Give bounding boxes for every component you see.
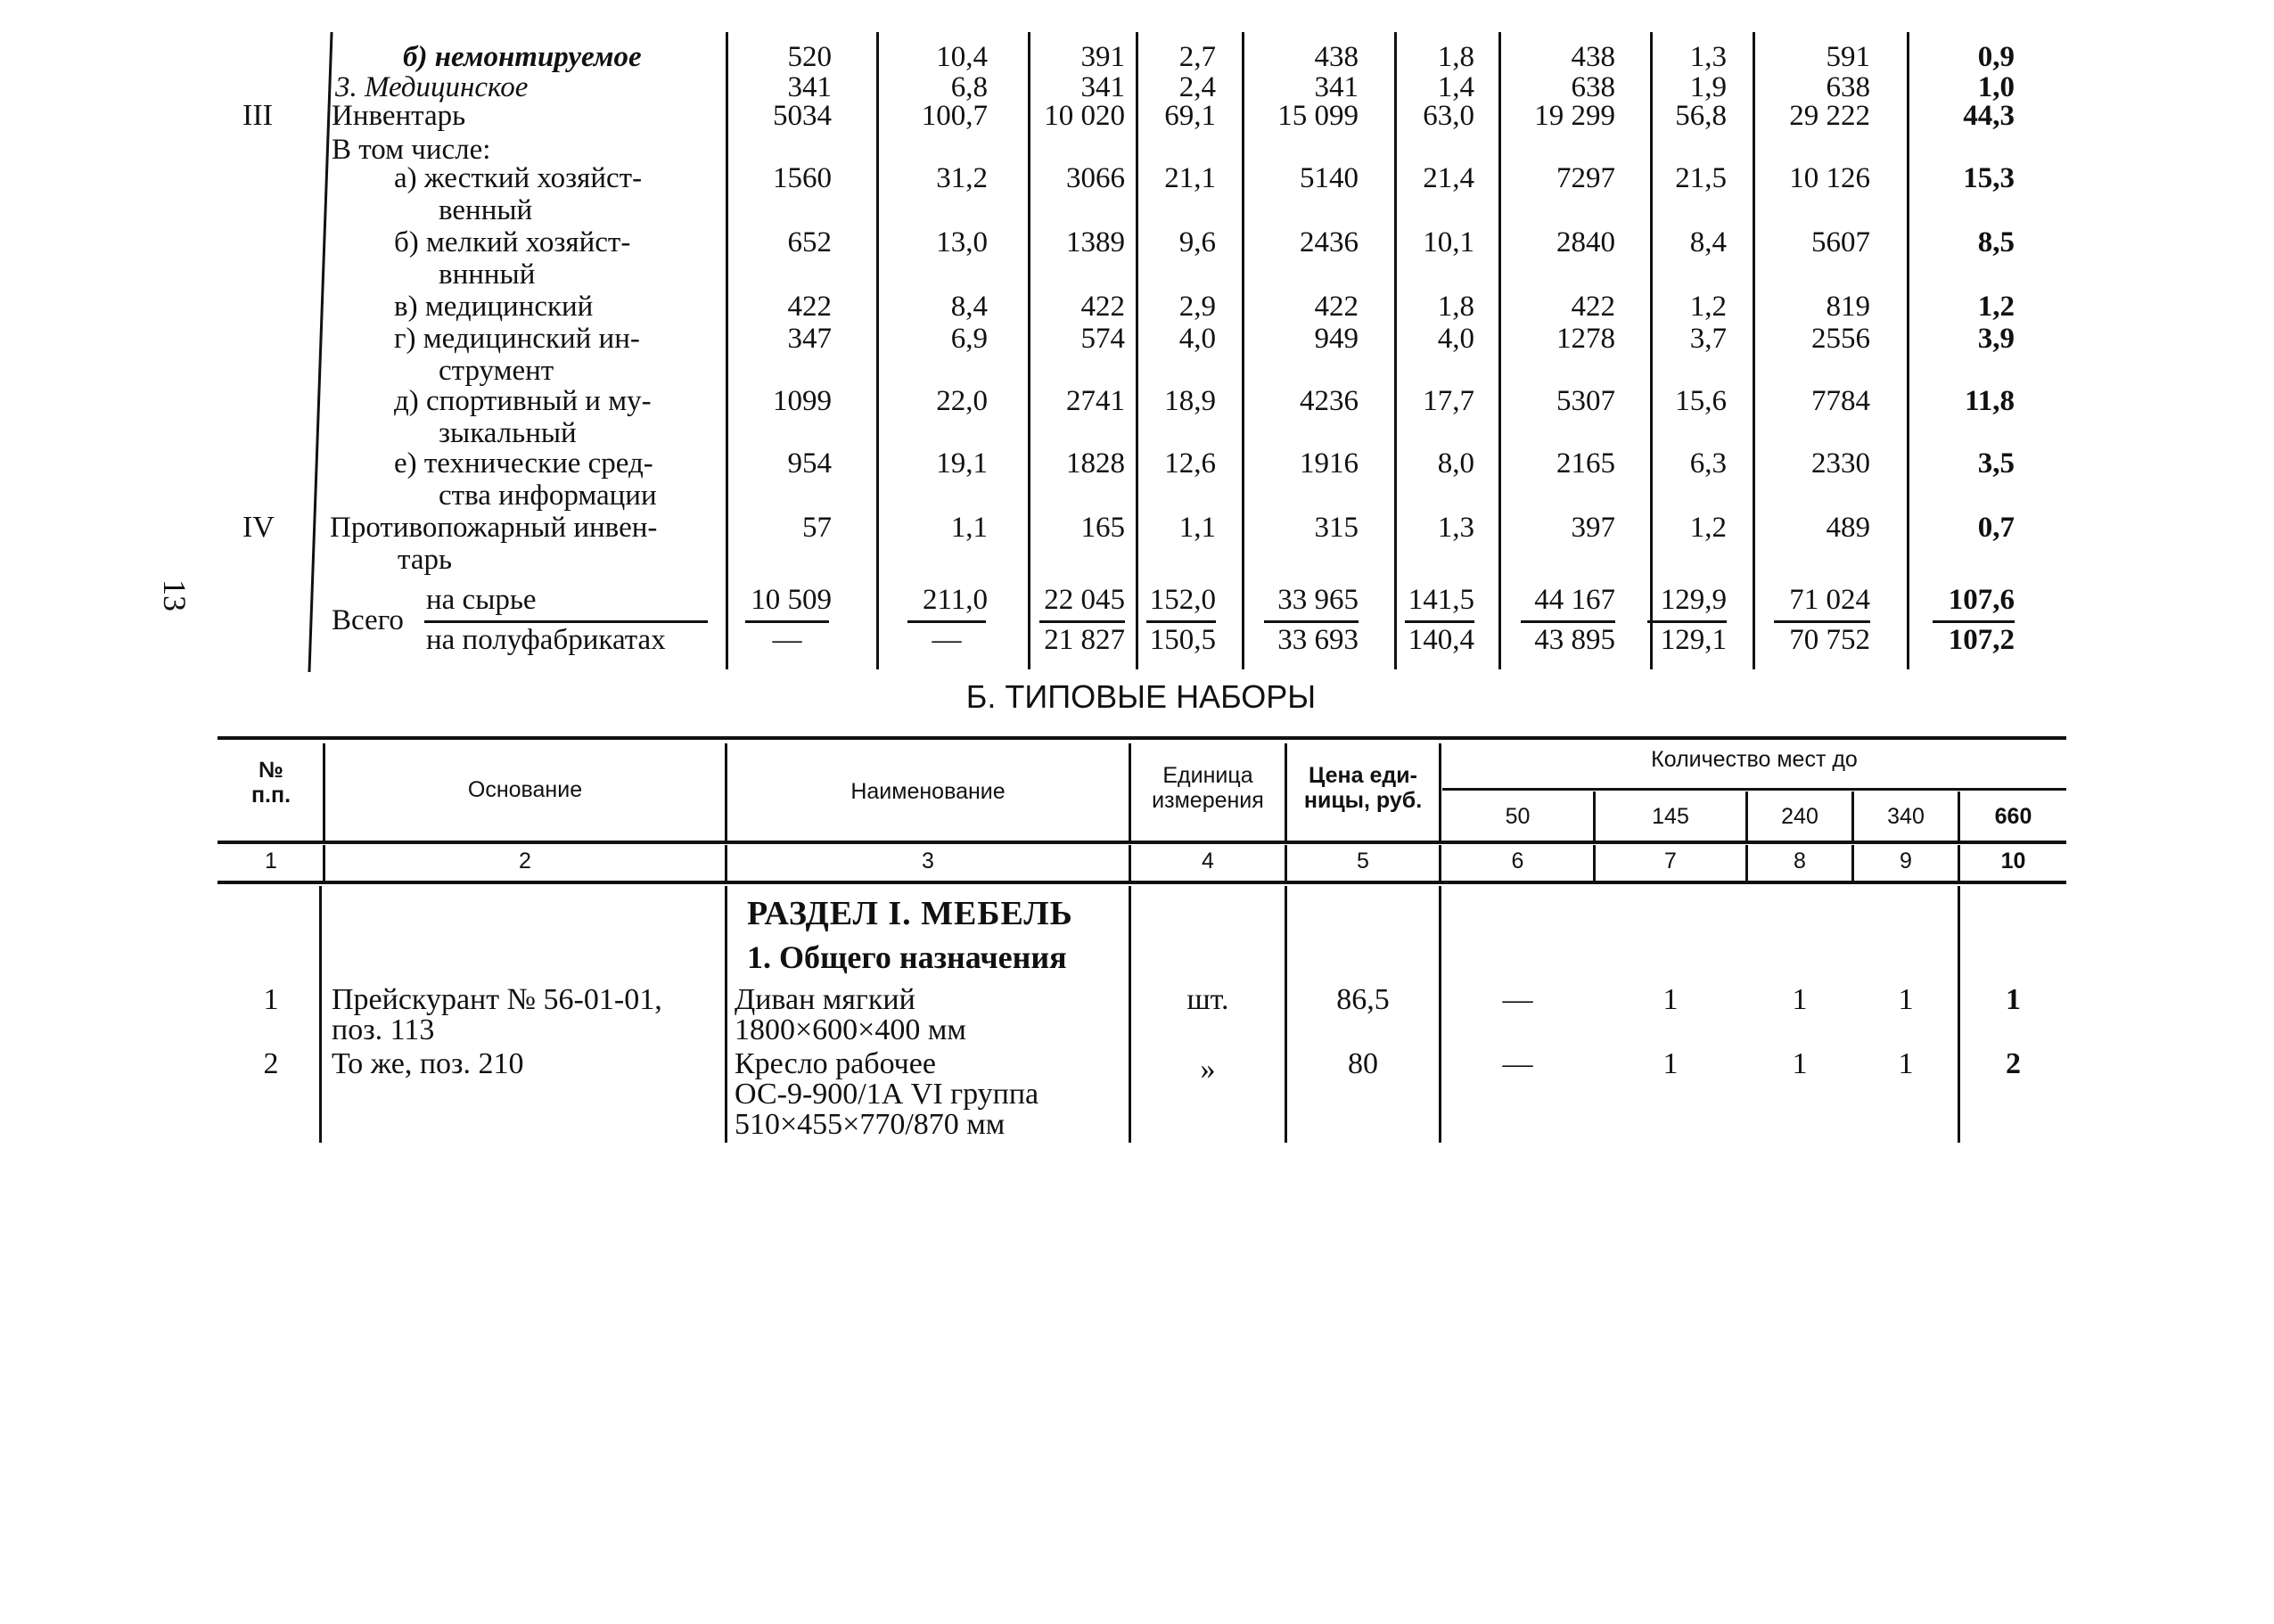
row-value: 638 (1571, 71, 1615, 103)
row-value: 2,7 (1178, 41, 1216, 73)
column-number: 6 (1511, 849, 1524, 874)
total-top-value: 211,0 (922, 584, 988, 616)
row-label: Противопожарный инвен- (330, 512, 658, 544)
total-bottom-value: — (932, 624, 962, 656)
row-value: 341 (787, 71, 832, 103)
row-value: 4,0 (1178, 323, 1216, 355)
total-top-label: на сырье (426, 584, 537, 616)
row-value: 21,1 (1164, 162, 1216, 194)
row-value: 1,2 (1689, 291, 1727, 323)
column-number: 1 (265, 849, 277, 874)
row-value: 489 (1826, 512, 1870, 544)
row-value: 29 222 (1789, 100, 1870, 132)
row-value: 31,2 (936, 162, 988, 194)
subsection-heading: 1. Общего назначения (747, 939, 1067, 975)
row-seat-qty: 1 (1662, 1047, 1679, 1080)
row-value: 6,8 (950, 71, 988, 103)
row-seat-qty: 1 (1662, 983, 1679, 1016)
row-value: 0,9 (1977, 41, 2015, 73)
total-fraction-line (424, 620, 708, 623)
row-price: 86,5 (1336, 983, 1390, 1016)
row-value: 15 099 (1277, 100, 1359, 132)
row-label: тарь (398, 544, 453, 576)
row-value: 1,8 (1437, 41, 1474, 73)
column-number: 8 (1794, 849, 1806, 874)
total-top-value: 44 167 (1534, 584, 1615, 616)
row-number: 2 (263, 1047, 279, 1080)
body-col-rule (725, 886, 727, 1143)
colnum-rule (1129, 845, 1131, 881)
total-top-value: 10 509 (751, 584, 832, 616)
header-seat-count: 660 (1994, 804, 2032, 829)
row-value: 1,1 (1178, 512, 1216, 544)
row-seat-qty: — (1502, 1047, 1533, 1080)
total-value-fraction-line (1521, 620, 1615, 623)
row-value: 1,3 (1689, 41, 1727, 73)
row-value: 422 (1314, 291, 1359, 323)
row-value: 3066 (1066, 162, 1125, 194)
row-value: 1099 (773, 385, 832, 417)
row-value: 5307 (1556, 385, 1615, 417)
row-name: ОС-9-900/1А VI группа (735, 1078, 1039, 1111)
total-value-fraction-line (745, 620, 829, 623)
row-value: 8,4 (950, 291, 988, 323)
row-value: 57 (802, 512, 832, 544)
total-bottom-value: 43 895 (1534, 624, 1615, 656)
row-value: 1,2 (1977, 291, 2015, 323)
row-value: 638 (1826, 71, 1870, 103)
total-bottom-value: 140,4 (1408, 624, 1474, 656)
row-value: 2840 (1556, 226, 1615, 258)
row-label: В том числе: (332, 134, 491, 166)
row-value: 652 (787, 226, 832, 258)
row-value: 8,5 (1977, 226, 2015, 258)
total-bottom-value: 21 827 (1044, 624, 1125, 656)
row-value: 2,4 (1178, 71, 1216, 103)
colnum-bottom-rule (218, 881, 2066, 884)
row-value: 8,0 (1437, 447, 1474, 480)
total-value-fraction-line (1647, 620, 1727, 623)
row-seat-qty: 1 (2006, 983, 2021, 1016)
row-value: 1,9 (1689, 71, 1727, 103)
total-label: Всего (332, 604, 404, 636)
row-label: е) технические сред- (394, 447, 653, 480)
total-top-value: 141,5 (1408, 584, 1474, 616)
row-value: 13,0 (936, 226, 988, 258)
row-value: 10,1 (1423, 226, 1474, 258)
total-value-fraction-line (1264, 620, 1359, 623)
section-roman-numeral: IV (242, 511, 275, 544)
row-basis: Прейскурант № 56-01-01, (332, 983, 662, 1016)
total-top-value: 152,0 (1149, 584, 1216, 616)
header-seat-count: 340 (1887, 804, 1925, 829)
row-number: 1 (263, 983, 279, 1016)
column-number: 9 (1900, 849, 1912, 874)
header-col-rule (323, 743, 325, 841)
row-name: 510×455×770/870 мм (735, 1108, 1006, 1141)
row-value: 422 (1571, 291, 1615, 323)
row-value: 1389 (1066, 226, 1125, 258)
row-value: 44,3 (1963, 100, 2015, 132)
row-label: венный (439, 194, 533, 226)
header-seat-count: 50 (1505, 804, 1531, 829)
row-value: 6,3 (1689, 447, 1727, 480)
row-unit: » (1200, 1053, 1216, 1086)
total-top-value: 107,6 (1948, 584, 2015, 616)
row-value: 819 (1826, 291, 1870, 323)
row-label: а) жесткий хозяйст- (394, 162, 643, 194)
row-value: 1,4 (1437, 71, 1474, 103)
total-value-fraction-line (1039, 620, 1125, 623)
upper-left-brace (308, 32, 332, 672)
row-value: 19 299 (1534, 100, 1615, 132)
row-value: 10 020 (1044, 100, 1125, 132)
row-value: 6,9 (950, 323, 988, 355)
row-value: 18,9 (1164, 385, 1216, 417)
body-col-rule (319, 886, 322, 1143)
header-seat-count: 240 (1781, 804, 1818, 829)
total-value-fraction-line (1405, 620, 1474, 623)
header-unit: Единица (1162, 763, 1253, 788)
row-value: 11,8 (1965, 385, 2015, 417)
row-value: 12,6 (1164, 447, 1216, 480)
row-value: 1278 (1556, 323, 1615, 355)
row-value: 5034 (773, 100, 832, 132)
colnum-rule (323, 845, 325, 881)
row-value: 2436 (1300, 226, 1359, 258)
total-bottom-value: 33 693 (1277, 624, 1359, 656)
row-label: струмент (439, 355, 554, 387)
row-value: 315 (1314, 512, 1359, 544)
row-name: Кресло рабочее (735, 1047, 936, 1080)
page-number: 13 (157, 579, 193, 611)
row-value: 422 (1080, 291, 1125, 323)
row-label: д) спортивный и му- (394, 385, 652, 417)
header-unit: измерения (1152, 788, 1264, 813)
row-value: 1,0 (1977, 71, 2015, 103)
row-seat-qty: — (1502, 983, 1533, 1016)
row-value: 2330 (1811, 447, 1870, 480)
header-num: № (259, 758, 283, 783)
row-value: 341 (1080, 71, 1125, 103)
total-value-fraction-line (1774, 620, 1870, 623)
body-col-rule (1439, 886, 1441, 1143)
row-seat-qty: 1 (1898, 983, 1914, 1016)
total-bottom-value: 107,2 (1948, 624, 2015, 656)
row-value: 0,7 (1977, 512, 2015, 544)
column-number: 7 (1664, 849, 1677, 874)
column-number: 3 (922, 849, 934, 874)
header-num: п.п. (250, 783, 291, 808)
header-bottom-rule (218, 841, 2066, 844)
row-value: 347 (787, 323, 832, 355)
section-b-title: Б. ТИПОВЫЕ НАБОРЫ (965, 678, 1317, 715)
header-name: Наименование (850, 779, 1006, 804)
row-value: 3,9 (1977, 323, 2015, 355)
row-value: 19,1 (936, 447, 988, 480)
row-price: 80 (1348, 1047, 1378, 1080)
row-value: 69,1 (1164, 100, 1216, 132)
row-label: в) медицинский (394, 291, 594, 323)
header-col-rule (1129, 743, 1131, 841)
row-value: 422 (787, 291, 832, 323)
total-value-fraction-line (907, 620, 986, 623)
row-value: 1828 (1066, 447, 1125, 480)
total-value-fraction-line (1933, 620, 2015, 623)
row-value: 397 (1571, 512, 1615, 544)
section-heading: РАЗДЕЛ I. МЕБЕЛЬ (747, 895, 1073, 932)
row-label: Инвентарь (332, 100, 466, 132)
row-label: г) медицинский ин- (394, 323, 640, 355)
row-unit: шт. (1186, 983, 1229, 1016)
row-value: 1,8 (1437, 291, 1474, 323)
row-label: ства информации (439, 480, 657, 512)
row-value: 17,7 (1423, 385, 1474, 417)
row-value: 9,6 (1178, 226, 1216, 258)
row-value: 1,3 (1437, 512, 1474, 544)
row-value: 7784 (1811, 385, 1870, 417)
row-value: 2556 (1811, 323, 1870, 355)
row-seat-qty: 1 (1898, 1047, 1914, 1080)
row-label: зыкальный (439, 417, 577, 449)
row-value: 438 (1314, 41, 1359, 73)
header-seat-count: 145 (1652, 804, 1689, 829)
row-value: 4,0 (1437, 323, 1474, 355)
header-price: Цена еди- (1309, 763, 1417, 788)
row-value: 10,4 (936, 41, 988, 73)
row-value: 3,7 (1689, 323, 1727, 355)
row-name: 1800×600×400 мм (735, 1013, 966, 1046)
header-col-rule (1439, 743, 1441, 841)
row-label: б) немонтируемое (403, 41, 642, 73)
row-value: 22,0 (936, 385, 988, 417)
row-seat-qty: 1 (1792, 1047, 1808, 1080)
total-bottom-value: 129,1 (1660, 624, 1727, 656)
seats-group-rule (1442, 788, 2066, 791)
row-value: 954 (787, 447, 832, 480)
row-value: 3,5 (1977, 447, 2015, 480)
header-basis: Основание (467, 777, 583, 802)
column-number: 5 (1357, 849, 1369, 874)
table-top-rule (218, 736, 2066, 740)
row-seat-qty: 2 (2006, 1047, 2021, 1080)
row-value: 1560 (773, 162, 832, 194)
total-bottom-value: 70 752 (1789, 624, 1870, 656)
total-top-value: 129,9 (1660, 584, 1727, 616)
row-value: 5607 (1811, 226, 1870, 258)
total-bottom-label: на полуфабрикатах (426, 624, 666, 656)
header-price: ницы, руб. (1303, 788, 1423, 813)
row-value: 1,1 (950, 512, 988, 544)
column-number: 10 (2000, 849, 2026, 874)
row-label: б) мелкий хозяйст- (394, 226, 631, 258)
row-value: 15,6 (1675, 385, 1727, 417)
section-roman-numeral: III (242, 99, 273, 132)
row-value: 21,4 (1423, 162, 1474, 194)
column-number: 4 (1202, 849, 1214, 874)
total-top-value: 33 965 (1277, 584, 1359, 616)
row-value: 2,9 (1178, 291, 1216, 323)
total-bottom-value: 150,5 (1149, 624, 1216, 656)
row-value: 7297 (1556, 162, 1615, 194)
row-value: 100,7 (921, 100, 988, 132)
row-name: Диван мягкий (735, 983, 915, 1016)
body-col-rule (1129, 886, 1131, 1143)
row-value: 4236 (1300, 385, 1359, 417)
column-number: 2 (519, 849, 531, 874)
row-value: 5140 (1300, 162, 1359, 194)
header-seats-group: Количество мест до (1651, 747, 1858, 772)
row-value: 63,0 (1423, 100, 1474, 132)
row-value: 949 (1314, 323, 1359, 355)
total-top-value: 71 024 (1789, 584, 1870, 616)
row-label: вннный (439, 258, 536, 291)
row-value: 438 (1571, 41, 1615, 73)
total-value-fraction-line (1146, 620, 1216, 623)
row-basis: поз. 113 (332, 1013, 435, 1046)
row-value: 165 (1080, 512, 1125, 544)
colnum-rule (1439, 845, 1441, 881)
row-value: 1916 (1300, 447, 1359, 480)
row-value: 2741 (1066, 385, 1125, 417)
row-value: 520 (787, 41, 832, 73)
row-value: 391 (1080, 41, 1125, 73)
row-value: 56,8 (1675, 100, 1727, 132)
row-value: 15,3 (1963, 162, 2015, 194)
row-seat-qty: 1 (1792, 983, 1808, 1016)
row-label: 3. Медицинское (335, 71, 529, 103)
row-basis: То же, поз. 210 (332, 1047, 524, 1080)
row-value: 341 (1314, 71, 1359, 103)
row-value: 591 (1826, 41, 1870, 73)
row-value: 21,5 (1675, 162, 1727, 194)
row-value: 10 126 (1789, 162, 1870, 194)
row-value: 1,2 (1689, 512, 1727, 544)
row-value: 574 (1080, 323, 1125, 355)
row-value: 2165 (1556, 447, 1615, 480)
total-bottom-value: — (772, 624, 802, 656)
total-top-value: 22 045 (1044, 584, 1125, 616)
row-value: 8,4 (1689, 226, 1727, 258)
